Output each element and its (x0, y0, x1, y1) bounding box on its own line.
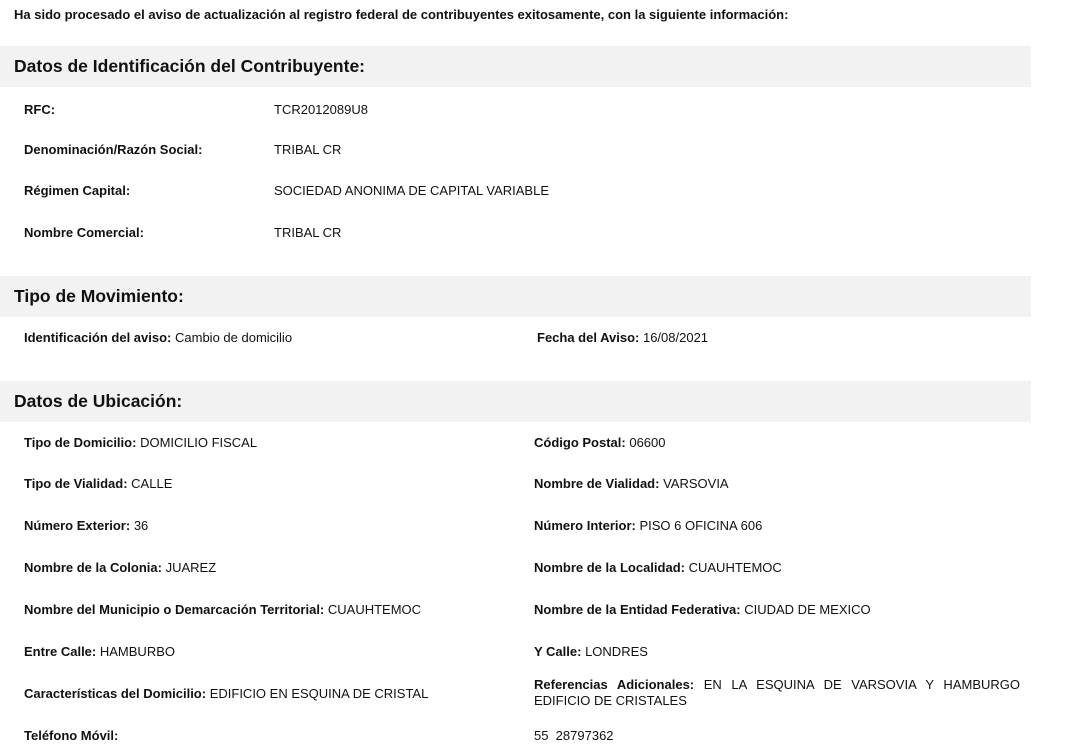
colonia-row (24, 560, 216, 575)
caracteristicas-label: Características del Domicilio: (24, 686, 207, 701)
colonia-label: Nombre de la Colonia: (24, 560, 162, 575)
nombre-comercial-value: TRIBAL CR (274, 225, 342, 240)
fecha-value: 16/08/2021 (642, 330, 709, 345)
aviso-row (24, 330, 292, 345)
entidad-row (534, 602, 871, 617)
codigo-postal-value: 06600 (629, 435, 666, 450)
localidad-value: CUAUHTEMOC (688, 560, 782, 575)
numero-interior-label: Número Interior: (534, 518, 636, 533)
municipio-label: Nombre del Municipio o Demarcación Territorial: (24, 602, 325, 617)
nombre-vialidad-row (534, 476, 729, 491)
caracteristicas-row (24, 686, 428, 701)
razon-social-label: Denominación/Razón Social: (24, 142, 203, 157)
rfc-value: TCR2012089U8 (274, 102, 368, 117)
entre-calle-label: Entre Calle: (24, 644, 97, 659)
y-calle-value: LONDRES (585, 644, 648, 659)
numero-exterior-value: 36 (133, 518, 149, 533)
numero-interior-value: PISO 6 OFICINA 606 (639, 518, 763, 533)
entre-calle-row (24, 644, 175, 659)
entidad-value: CIUDAD DE MEXICO (744, 602, 871, 617)
fecha-row (537, 330, 708, 345)
aviso-label: Identificación del aviso: (24, 330, 172, 345)
nombre-vialidad-value: VARSOVIA (663, 476, 729, 491)
tipo-domicilio-row (24, 435, 257, 450)
colonia-value: JUAREZ (165, 560, 217, 575)
localidad-label: Nombre de la Localidad: (534, 560, 685, 575)
tipo-domicilio-value: DOMICILIO FISCAL (140, 435, 258, 450)
regimen-capital-label: Régimen Capital: (24, 183, 131, 198)
numero-exterior-row (24, 518, 148, 533)
entidad-label: Nombre de la Entidad Federativa: (534, 602, 741, 617)
localidad-row (534, 560, 782, 575)
nombre-comercial-label: Nombre Comercial: (24, 225, 144, 240)
telefono-value: 55 28797362 (534, 728, 614, 743)
referencias-row (534, 677, 1020, 709)
section-movimiento-header: Tipo de Movimiento: (0, 276, 1031, 317)
nombre-vialidad-label: Nombre de Vialidad: (534, 476, 660, 491)
tipo-vialidad-label: Tipo de Vialidad: (24, 476, 128, 491)
aviso-value: Cambio de domicilio (175, 330, 293, 345)
section-identificacion-header: Datos de Identificación del Contribuyente: (0, 46, 1031, 87)
numero-interior-row (534, 518, 762, 533)
tipo-vialidad-value: CALLE (131, 476, 173, 491)
entre-calle-value: HAMBURBO (99, 644, 175, 659)
codigo-postal-label: Código Postal: (534, 435, 626, 450)
fecha-label: Fecha del Aviso: (537, 330, 640, 345)
municipio-value: CUAUHTEMOC (327, 602, 422, 617)
codigo-postal-row (534, 435, 666, 450)
numero-exterior-label: Número Exterior: (24, 518, 131, 533)
y-calle-label: Y Calle: (534, 644, 582, 659)
y-calle-row (534, 644, 648, 659)
caracteristicas-value: EDIFICIO EN ESQUINA DE CRISTAL (209, 686, 429, 701)
rfc-label: RFC: (24, 102, 56, 117)
referencias-label: Referencias Adicionales: (534, 677, 695, 692)
section-ubicacion-header: Datos de Ubicación: (0, 381, 1031, 422)
referencias-value: EN LA ESQUINA DE VARSOVIA Y HAMBURGO EDIFICIO DE CRISTALES (534, 677, 1020, 708)
telefono-label: Teléfono Móvil: (24, 728, 119, 743)
regimen-capital-value: SOCIEDAD ANONIMA DE CAPITAL VARIABLE (274, 183, 549, 198)
tipo-vialidad-row (24, 476, 172, 491)
razon-social-value: TRIBAL CR (274, 142, 342, 157)
municipio-row (24, 602, 421, 617)
tipo-domicilio-label: Tipo de Domicilio: (24, 435, 137, 450)
intro-text: Ha sido procesado el aviso de actualización al registro federal de contribuyentes exitosamente, con la siguiente información: (14, 7, 789, 22)
